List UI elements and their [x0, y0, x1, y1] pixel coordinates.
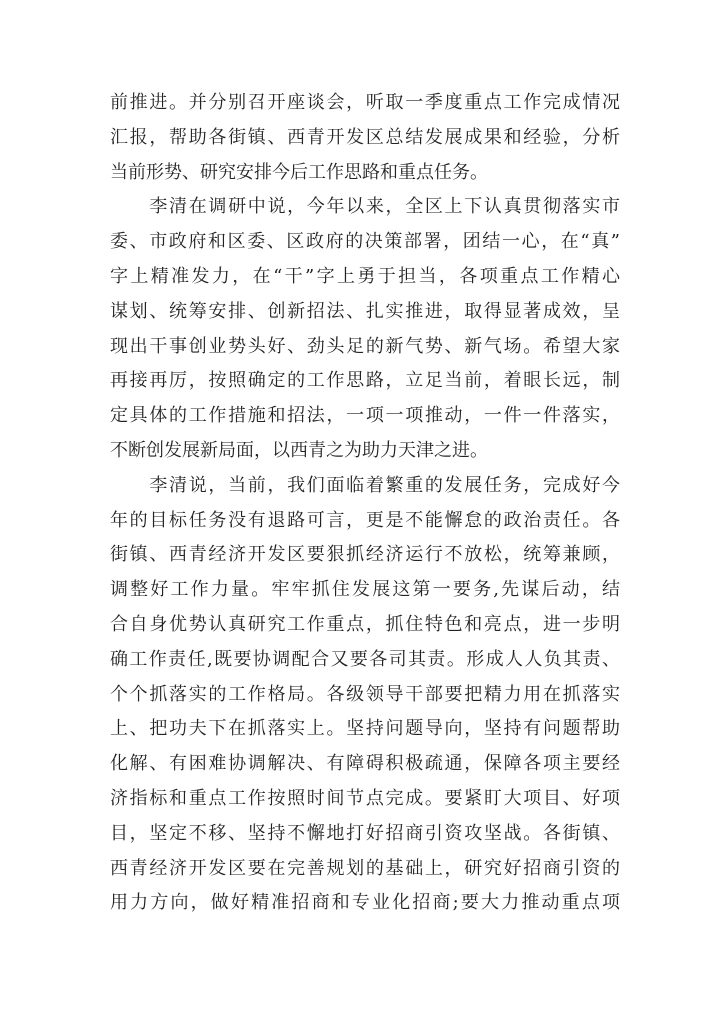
text-line: 字上精准发力，在“干”字上勇于担当，各项重点工作精心 [110, 265, 620, 287]
paragraph [110, 86, 620, 190]
paragraph [110, 469, 620, 921]
text-line: 前推进。并分别召开座谈会，听取一季度重点工作完成情况 [110, 92, 620, 113]
text-line: 年的目标任务没有退路可言，更是不能懈怠的政治责任。各 [110, 509, 620, 531]
text-line: 不断创发展新局面，以西青之为助力天津之进。 [110, 439, 488, 461]
text-line: 上、把功夫下在抓落实上。坚持问题导向，坚持有问题帮助 [110, 718, 620, 740]
text-line: 确工作责任,既要协调配合又要各司其责。形成人人负其责、 [110, 648, 620, 670]
text-line: 目，坚定不移、坚持不懈地打好招商引资攻坚战。各街镇、 [110, 822, 620, 844]
text-line: 济指标和重点工作按照时间节点完成。要紧盯大项目、好项 [110, 787, 620, 809]
text-line: 委、市政府和区委、区政府的决策部署，团结一心，在“真” [110, 231, 620, 253]
text-line: 定具体的工作措施和招法，一项一项推动，一件一件落实， [110, 405, 620, 427]
text-line: 再接再厉，按照确定的工作思路，立足当前，着眼长远，制 [110, 370, 620, 392]
text-line: 汇报，帮助各街镇、西青开发区总结发展成果和经验，分析 [110, 126, 620, 148]
text-line: 化解、有困难协调解决、有障碍积极疏通，保障各项主要经 [110, 753, 620, 775]
text-line: 用力方向，做好精准招商和专业化招商;要大力推动重点项 [110, 892, 620, 914]
text-line: 个个抓落实的工作格局。各级领导干部要把精力用在抓落实 [110, 683, 620, 705]
text-line: 调整好工作力量。牢牢抓住发展这第一要务,先谋后动，结 [110, 579, 620, 601]
paragraph [110, 190, 620, 468]
document-body [110, 86, 620, 921]
text-line: 李清在调研中说，今年以来，全区上下认真贯彻落实市 [110, 196, 620, 218]
text-line: 街镇、西青经济开发区要狠抓经济运行不放松，统筹兼顾， [110, 544, 620, 566]
text-line: 当前形势、研究安排今后工作思路和重点任务。 [110, 161, 488, 183]
text-line: 谋划、统筹安排、创新招法、扎实推进，取得显著成效，呈 [110, 300, 620, 322]
text-line: 现出干事创业势头好、劲头足的新气势、新气场。希望大家 [110, 335, 620, 357]
text-line: 西青经济开发区要在完善规划的基础上，研究好招商引资的 [110, 857, 620, 879]
text-line: 合自身优势认真研究工作重点，抓住特色和亮点，进一步明 [110, 613, 620, 635]
text-line: 李清说，当前，我们面临着繁重的发展任务，完成好今 [110, 474, 620, 496]
